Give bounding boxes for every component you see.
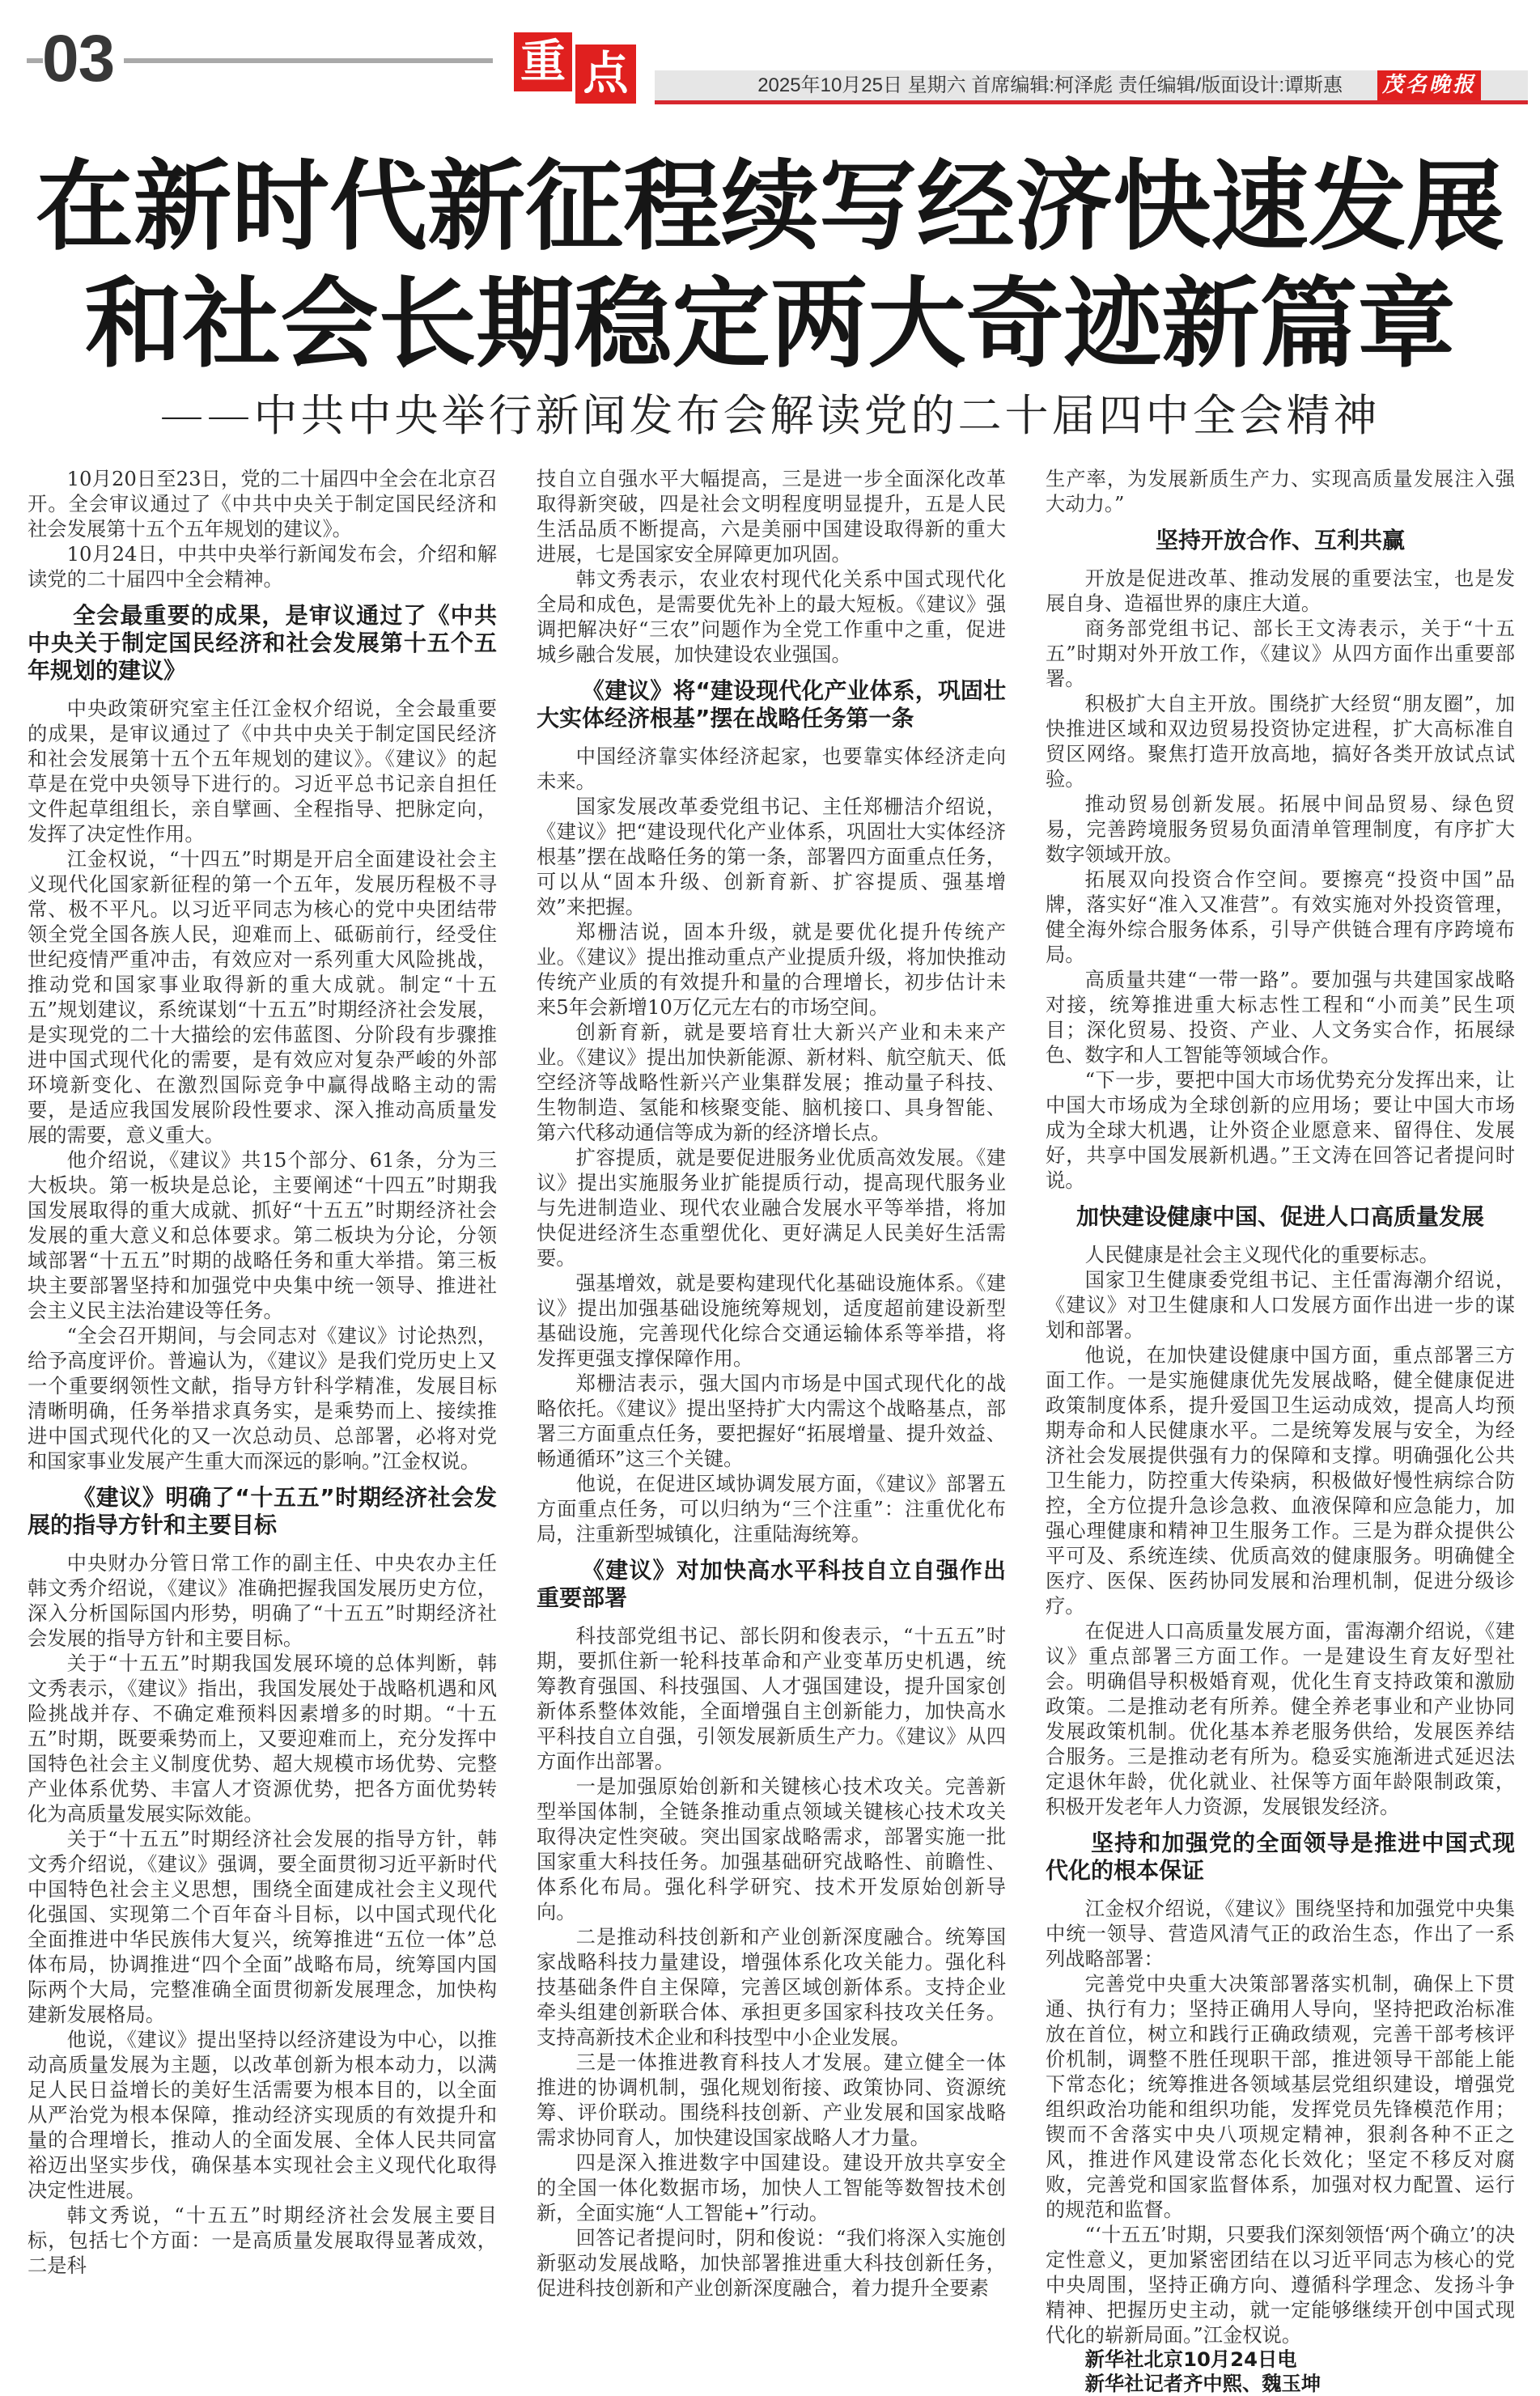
section-heading: 《建议》将“建设现代化产业体系，巩固壮大实体经济根基”摆在战略任务第一条 (537, 676, 1006, 732)
article-column-2 (537, 466, 1006, 2300)
paragraph: 郑栅洁说，固本升级，就是要优化提升传统产业。《建议》提出推动重点产业提质升级，将加快推动传统产业质的有效提升和量的合理增长，初步估计未来5年会新增10万亿元左右的市场空间。 (537, 920, 1006, 1019)
paragraph: 国家卫生健康委党组书记、主任雷海潮介绍说，《建议》对卫生健康和人口发展方面作出进一步的谋划和部署。 (1046, 1268, 1515, 1342)
dateline: 2025年10月25日 星期六 首席编辑:柯泽彪 责任编辑/版面设计:谭斯惠 (757, 74, 1343, 96)
section-heading: 坚持和加强党的全面领导是推进中国式现代化的根本保证 (1046, 1829, 1515, 1884)
section-heading: 《建议》明确了“十五五”时期经济社会发展的指导方针和主要目标 (28, 1483, 497, 1538)
header-bar (655, 70, 1528, 104)
paragraph: 江金权介绍说，《建议》围绕坚持和加强党中央集中统一领导、营造风清气正的政治生态，作出了一系列战略部署： (1046, 1897, 1515, 1970)
paragraph: 开放是促进改革、推动发展的重要法宝，也是发展自身、造福世界的康庄大道。 (1046, 566, 1515, 615)
page-number-rule-left (27, 58, 43, 63)
section-label-char-1: 重 (514, 32, 572, 91)
paragraph: 韩文秀说，“十五五”时期经济社会发展主要目标，包括七个方面：一是高质量发展取得显著成效，二是科 (28, 2203, 497, 2277)
paragraph: 四是深入推进数字中国建设。建设开放共享安全的全国一体化数据市场，加快人工智能等数智技术创新，全面实施“人工智能+”行动。 (537, 2151, 1006, 2224)
paragraph: “‘十五五’时期，只要我们深刻领悟‘两个确立’的决定性意义，更加紧密团结在以习近平同志为核心的党中央周围，坚持正确方向、遵循科学理念、发扬斗争精神、把握历史主动，就一定能够继续开创中国式现代化的崭新局面。”江金权说。 (1046, 2223, 1515, 2347)
paragraph: 中央财办分管日常工作的副主任、中央农办主任韩文秀介绍说，《建议》准确把握我国发展历史方位，深入分析国际国内形势，明确了“十五五”时期经济社会发展的指导方针和主要目标。 (28, 1551, 497, 1650)
paragraph: 拓展双向投资合作空间。要擦亮“投资中国”品牌，落实好“准入又准营”。有效实施对外投资管理，健全海外综合服务体系，引导产供链合理有序跨境布局。 (1046, 867, 1515, 966)
paragraph: 回答记者提问时，阴和俊说：“我们将深入实施创新驱动发展战略，加快部署推进重大科技创新任务，促进科技创新和产业创新深度融合，着力提升全要素 (537, 2226, 1006, 2300)
paragraph: 中国经济靠实体经济起家，也要靠实体经济走向未来。 (537, 744, 1006, 793)
byline: 新华社记者齐中熙、魏玉坤 (1084, 2372, 1322, 2395)
paragraph: 商务部党组书记、部长王文涛表示，关于“十五五”时期对外开放工作，《建议》从四方面作出重要部署。 (1046, 617, 1515, 690)
masthead-logo: 茂名晚报 (1377, 70, 1481, 100)
article-column-3 (1046, 466, 1515, 2395)
paragraph: 关于“十五五”时期经济社会发展的指导方针，韩文秀介绍说，《建议》强调，要全面贯彻习近平新时代中国特色社会主义思想，围绕全面建成社会主义现代化强国、实现第二个百年奋斗目标，以中国式现代化全面推进中华民族伟大复兴，统筹推进“五位一体”总体布局，协调推进“四个全面”战略布局，统筹国内国际两个大局，完整准确全面贯彻新发展理念，加快构建新发展格局。 (28, 1827, 497, 2026)
paragraph: 科技部党组书记、部长阴和俊表示，“十五五”时期，要抓住新一轮科技革命和产业变革历史机遇，统筹教育强国、科技强国、人才强国建设，提升国家创新体系整体效能，全面增强自主创新能力，加快高水平科技自立自强，引领发展新质生产力。《建议》从四方面作出部署。 (537, 1624, 1006, 1773)
paragraph: 生产率，为发展新质生产力、实现高质量发展注入强大动力。” (1046, 467, 1515, 515)
paragraph: 10月24日，中共中央举行新闻发布会，介绍和解读党的二十届四中全会精神。 (28, 542, 497, 591)
paragraph: 三是一体推进教育科技人才发展。建立健全一体推进的协调机制，强化规划衔接、政策协同、资源统筹、评价联动。围绕科技创新、产业发展和国家战略需求协同育人，加快建设国家战略人才力量。 (537, 2050, 1006, 2149)
paragraph: 一是加强原始创新和关键核心技术攻关。完善新型举国体制，全链条推动重点领域关键核心技术攻关取得决定性突破。突出国家战略需求，部署实施一批国家重大科技任务。加强基础研究战略性、前瞻性、体系化布局。强化科学研究、技术开发原始创新导向。 (537, 1775, 1006, 1923)
paragraph: 在促进人口高质量发展方面，雷海潮介绍说，《建议》重点部署三方面工作。一是建设生育友好型社会。明确倡导积极婚育观，优化生育支持政策和激励政策。二是推动老有所养。健全养老事业和产业协同发展政策机制。优化基本养老服务供给，发展医养结合服务。三是推动老有所为。稳妥实施渐进式延迟法定退休年龄，优化就业、社保等方面年龄限制政策，积极开发老年人力资源，发展银发经济。 (1046, 1619, 1515, 1818)
page-number-rule (124, 58, 493, 63)
paragraph: 他介绍说，《建议》共15个部分、61条，分为三大板块。第一板块是总论，主要阐述“十四五”时期我国发展取得的重大成就、抓好“十五五”时期经济社会发展的重大意义和总体要求。第二板块为分论，分领域部署“十五五”时期的战略任务和重大举措。第三板块主要部署坚持和加强党中央集中统一领导、推进社会主义民主法治建设等任务。 (28, 1148, 497, 1322)
section-heading: 加快建设健康中国、促进人口高质量发展 (1075, 1202, 1484, 1230)
paragraph: “全会召开期间，与会同志对《建议》讨论热烈，给予高度评价。普遍认为，《建议》是我们党历史上又一个重要纲领性文献，指导方针科学精准，发展目标清晰明确，任务举措求真务实，是乘势而上、接续推进中国式现代化的又一次总动员、总部署，必将对党和国家事业发展产生重大而深远的影响。”江金权说。 (28, 1324, 497, 1473)
headline-line-1: 在新时代新征程续写经济快速发展 (35, 150, 1504, 264)
paragraph: 他说，在促进区域协调发展方面，《建议》部署五方面重点任务，可以归纳为“三个注重”：注重优化布局，注重新型城镇化，注重陆海统筹。 (537, 1472, 1006, 1546)
paragraph: 高质量共建“一带一路”。要加强与共建国家战略对接，统筹推进重大标志性工程和“小而美”民生项目；深化贸易、投资、产业、人文务实合作，拓展绿色、数字和人工智能等领域合作。 (1046, 968, 1515, 1067)
paragraph: 技自立自强水平大幅提高，三是进一步全面深化改革取得新突破，四是社会文明程度明显提升，五是人民生活品质不断提高，六是美丽中国建设取得新的重大进展，七是国家安全屏障更加巩固。 (537, 467, 1006, 566)
paragraph: 扩容提质，就是要促进服务业优质高效发展。《建议》提出实施服务业扩能提质行动，提高现代服务业与先进制造业、现代农业融合发展水平等举措，将加快促进经济生态重塑优化、更好满足人民美好生活需要。 (537, 1146, 1006, 1270)
article-body (28, 466, 1515, 2395)
paragraph: 完善党中央重大决策部署落实机制，确保上下贯通、执行有力；坚持正确用人导向，坚持把政治标准放在首位，树立和践行正确政绩观，完善干部考核评价机制，调整不胜任现职干部，推进领导干部能上能下常态化；统筹推进各领域基层党组织建设，增强党组织政治功能和组织功能，发挥党员先锋模范作用；锲而不舍落实中央八项规定精神，狠刹各种不正之风，推进作风建设常态化长效化；坚定不移反对腐败，完善党和国家监督体系，加强对权力配置、运行的规范和监督。 (1046, 1972, 1515, 2221)
paragraph: 强基增效，就是要构建现代化基础设施体系。《建议》提出加强基础设施统筹规划，适度超前建设新型基础设施，完善现代化综合交通运输体系等举措，将发挥更强支撑保障作用。 (537, 1271, 1006, 1370)
paragraph: 创新育新，就是要培育壮大新兴产业和未来产业。《建议》提出加快新能源、新材料、航空航天、低空经济等战略性新兴产业集群发展；推动量子科技、生物制造、氢能和核聚变能、脑机接口、具身智能、第六代移动通信等成为新的经济增长点。 (537, 1020, 1006, 1144)
headline (0, 148, 1540, 383)
paragraph: 韩文秀表示，农业农村现代化关系中国式现代化全局和成色，是需要优先补上的最大短板。《建议》强调把解决好“三农”问题作为全党工作重中之重，促进城乡融合发展，加快建设农业强国。 (537, 567, 1006, 666)
page-number: 03 (42, 22, 115, 95)
paragraph: 关于“十五五”时期我国发展环境的总体判断，韩文秀表示，《建议》指出，我国发展处于战略机遇和风险挑战并存、不确定难预料因素增多的时期。“十五五”时期，既要乘势而上，又要迎难而上，充分发挥中国特色社会主义制度优势、超大规模市场优势、完整产业体系优势、丰富人才资源优势，把各方面优势转化为高质量发展实际效能。 (28, 1652, 497, 1826)
paragraph: 他说，《建议》提出坚持以经济建设为中心，以推动高质量发展为主题，以改革创新为根本动力，以满足人民日益增长的美好生活需要为根本目的，以全面从严治党为根本保障，推动经济实现质的有效提升和量的合理增长，推动人的全面发展、全体人民共同富裕迈出坚实步伐，确保基本实现社会主义现代化取得决定性进展。 (28, 2028, 497, 2202)
paragraph: 积极扩大自主开放。围绕扩大经贸“朋友圈”，加快推进区域和双边贸易投资协定进程，扩大高标准自贸区网络。聚焦打造开放高地，搞好各类开放试点试验。 (1046, 692, 1515, 791)
section-heading: 《建议》对加快高水平科技自立自强作出重要部署 (537, 1556, 1006, 1611)
paragraph: 二是推动科技创新和产业创新深度融合。统筹国家战略科技力量建设，增强体系化攻关能力。强化科技基础条件自主保障，完善区域创新体系。支持企业牵头组建创新联合体、承担更多国家科技攻关任务。支持高新技术企业和科技型中小企业发展。 (537, 1925, 1006, 2049)
paragraph: 他说，在加快建设健康中国方面，重点部署三方面工作。一是实施健康优先发展战略，健全健康促进政策制度体系，提升爱国卫生运动成效，提高人均预期寿命和人民健康水平。二是统筹发展与安全，为经济社会发展提供强有力的保障和支撑。明确强化公共卫生能力，防控重大传染病，积极做好慢性病综合防控，全方位提升急诊急救、血液保障和应急能力，加强心理健康和精神卫生服务工作。三是为群众提供公平可及、系统连续、优质高效的健康服务。明确健全医疗、医保、医药协同发展和治理机制，促进分级诊疗。 (1046, 1343, 1515, 1618)
paragraph: “下一步，要把中国大市场优势充分发挥出来，让中国大市场成为全球创新的应用场；要让中国大市场成为全球大机遇，让外资企业愿意来、留得住、发展好，共享中国发展新机遇。”王文涛在回答记者提问时说。 (1046, 1068, 1515, 1192)
paragraph: 江金权说，“十四五”时期是开启全面建设社会主义现代化国家新征程的第一个五年，发展历程极不寻常、极不平凡。以习近平同志为核心的党中央团结带领全党全国各族人民，迎难而上、砥砺前行，经受住世纪疫情严重冲击，有效应对一系列重大风险挑战，推动党和国家事业取得新的重大成就。制定“十五五”规划建议，系统谋划“十五五”时期经济社会发展，是实现党的二十大描绘的宏伟蓝图、分阶段有步骤推进中国式现代化的需要，是有效应对复杂严峻的外部环境新变化、在激烈国际竞争中赢得战略主动的需要，是适应我国发展阶段性要求、深入推动高质量发展的需要，意义重大。 (28, 847, 497, 1147)
byline: 新华社北京10月24日电 (1084, 2347, 1297, 2371)
paragraph: 人民健康是社会主义现代化的重要标志。 (1084, 1243, 1439, 1266)
section-heading: 坚持开放合作、互利共赢 (1155, 526, 1405, 553)
section-label-char-2: 点 (575, 45, 636, 104)
article-column-1 (28, 466, 497, 2286)
paragraph: 推动贸易创新发展。拓展中间品贸易、绿色贸易，完善跨境服务贸易负面清单管理制度，有序扩大数字领域开放。 (1046, 792, 1515, 866)
paragraph: 国家发展改革委党组书记、主任郑栅洁介绍说，《建议》把“建设现代化产业体系，巩固壮大实体经济根基”摆在战略任务的第一条，部署四方面重点任务，可以从“固本升级、创新育新、扩容提质、强基增效”来把握。 (537, 795, 1006, 918)
paragraph: 10月20日至23日，党的二十届四中全会在北京召开。全会审议通过了《中共中央关于制定国民经济和社会发展第十五个五年规划的建议》。 (28, 467, 497, 541)
paragraph: 中央政策研究室主任江金权介绍说，全会最重要的成果，是审议通过了《中共中央关于制定国民经济和社会发展第十五个五年规划的建议》。《建议》的起草是在党中央领导下进行的。习近平总书记亲自担任文件起草组组长，亲自擘画、全程指导、把脉定向，发挥了决定性作用。 (28, 697, 497, 846)
paragraph: 郑栅洁表示，强大国内市场是中国式现代化的战略依托。《建议》提出坚持扩大内需这个战略基点，部署三方面重点任务，要把握好“拓展增量、提升效益、畅通循环”这三个关键。 (537, 1372, 1006, 1470)
headline-line-2: 和社会长期稳定两大奇迹新篇章 (84, 267, 1456, 381)
section-heading: 全会最重要的成果，是审议通过了《中共中央关于制定国民经济和社会发展第十五个五年规划的建议》 (28, 601, 497, 684)
subtitle: ——中共中央举行新闻发布会解读党的二十届四中全会精神 (159, 390, 1381, 441)
